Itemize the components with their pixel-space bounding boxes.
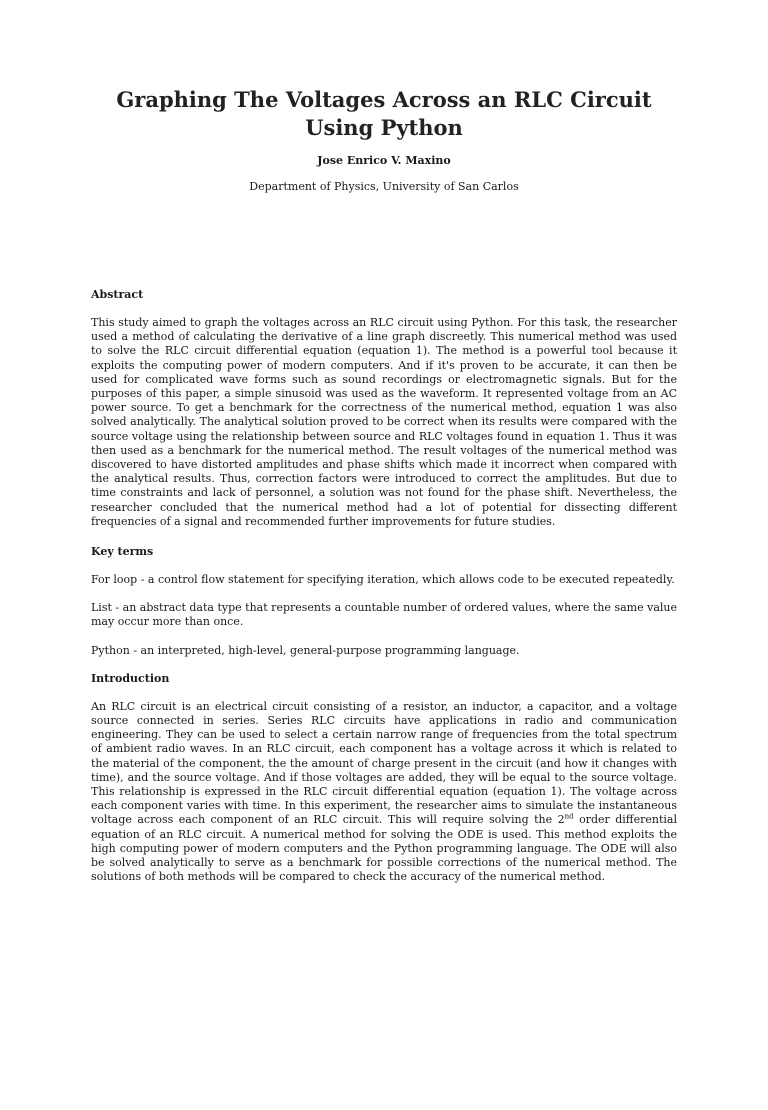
introduction-heading: Introduction xyxy=(91,671,170,685)
introduction-text xyxy=(91,700,677,885)
intro-text-part-1: An RLC circuit is an electrical circuit consisting of a resistor, an inductor, a capacitor, and a voltage source connected in series. Series RLC circuits have applications in radio and communication engineering. They can be used to select a certain narrow range of frequencies from the total spectrum of ambient radio waves. In an RLC circuit, each component has a voltage across it which is related to the material of the component, the the amount of charge present in the circuit (and how it changes with time), and the source voltage. And if those voltages are added, they will be equal to the source voltage. This relationship is expressed in the RLC circuit differential equation (equation 1). The voltage across each component varies with time. In this experiment, the researcher aims to simulate the instantaneous voltage across each component of an RLC circuit. This will require solving the 2 xyxy=(91,699,677,827)
paper-page xyxy=(0,86,768,1110)
title-line-1: Graphing The Voltages Across an RLC Circuit xyxy=(116,87,652,112)
abstract-text: This study aimed to graph the voltages across an RLC circuit using Python. For this task, the researcher used a method of calculating the derivative of a line graph discreetly. This numerical method was used to solve the RLC circuit differential equation (equation 1). The method is a powerful tool because it exploits the computing power of modern computers. And if it's proven to be accurate, it can then be used for complicated wave forms such as sound recordings or electromagnetic signals. But for the purposes of this paper, a simple sinusoid was used as the waveform. It represented voltage from an AC power source. To get a benchmark for the correctness of the numerical method, equation 1 was also solved analytically. The analytical solution proved to be correct when its results were compared with the source voltage using the relationship between source and RLC voltages found in equation 1. Thus it was then used as a benchmark for the numerical method. The result voltages of the numerical method was discovered to have distorted amplitudes and phase shifts which made it incorrect when compared with the analytical results. Thus, correction factors were introduced to correct the amplitudes. But due to time constraints and lack of personnel, a solution was not found for the phase shift. Nevertheless, the researcher concluded that the numerical method had a lot of potential for dissecting different frequencies of a signal and recommended further improvements for future studies. xyxy=(91,316,677,528)
key-term-python: Python - an interpreted, high-level, general-purpose programming language. xyxy=(91,643,520,657)
key-term-list: List - an abstract data type that represents a countable number of ordered values, where the same value may occur more than once. xyxy=(91,601,677,629)
title-line-2: Using Python xyxy=(305,115,463,140)
author-affiliation: Department of Physics, University of San Carlos xyxy=(249,180,519,193)
key-terms-heading: Key terms xyxy=(91,545,154,559)
abstract-heading: Abstract xyxy=(91,288,144,301)
key-term-for-loop: For loop - a control flow statement for specifying iteration, which allows code to be executed repeatedly. xyxy=(91,573,675,587)
paper-title xyxy=(91,86,677,142)
ordinal-superscript: nd xyxy=(564,812,574,821)
intro-text-part-2: order differential equation of an RLC circuit. A numerical method for solving the ODE is used. This method exploits the high computing power of modern computers and the Python programming language. The ODE will also be solved analytically to serve as a benchmark for possible corrections of the numerical method. The solutions of both methods will be compared to check the accuracy of the numerical method. xyxy=(91,813,678,884)
author-name: Jose Enrico V. Maxino xyxy=(317,154,451,167)
